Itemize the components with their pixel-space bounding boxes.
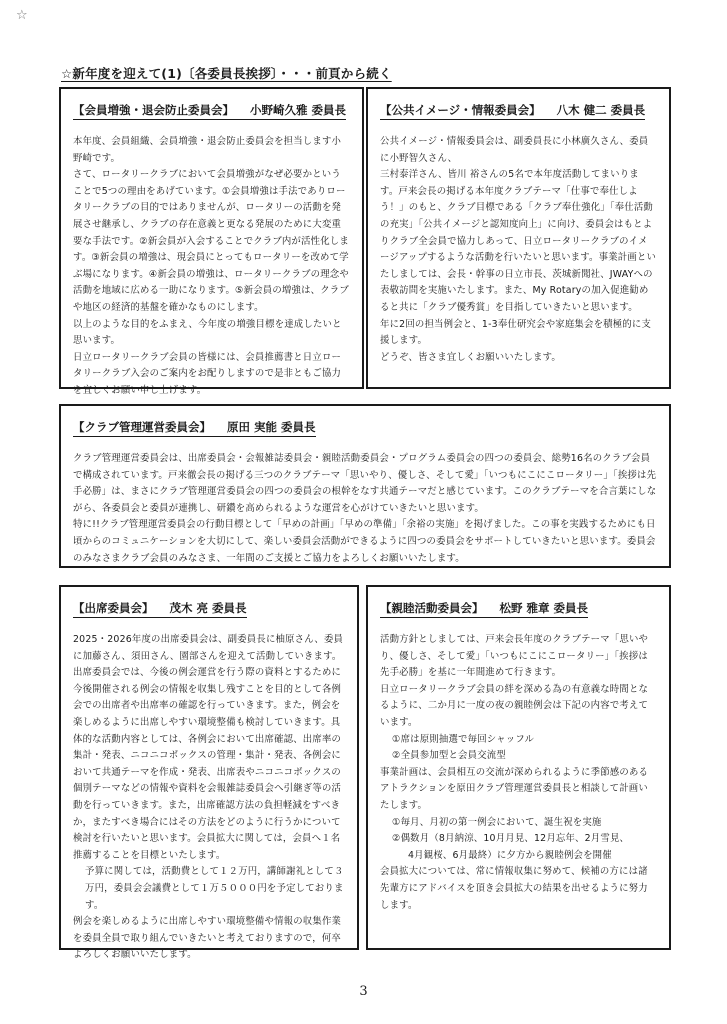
paragraph: 年に2回の担当例会と、1-3奉仕研究会や家庭集会を積極的に支援します。 — [380, 318, 652, 347]
paragraph: クラブ管理運営委員会は、出席委員会・会報雑誌委員会・親睦活動委員会・プログラム委員会の四つの委員会、総勢16名のクラブ会員で構成されています。戸来徹会長の掲げる三つのクラブテーマ「思いやり、優しさ、そして愛」「いつもにこにこロータリー」「挨拶は先手必勝」は、まさにクラブ管理運営委員会の四つの委員会の根幹をなす共通テーマだと感じています。このクラブテーマを合言葉にしながら、各委員会と委員が連携し、研鑽を高められるような運営を心がけていきたいと思います。 — [73, 453, 657, 514]
page-mark: ☆ — [16, 8, 28, 23]
paragraph: 活動方針としましては、戸来会長年度のクラブテーマ「思いやり、優しさ、そして愛」「いつもにこにこロータリー」「挨拶は先手必勝」を基に一年間進めて行きます。 — [380, 634, 649, 679]
list-item: ①毎月、月初の第一例会において、誕生祝を実施 — [392, 816, 602, 828]
public-image-committee-box — [366, 87, 671, 389]
membership-committee-body — [73, 134, 350, 400]
membership-committee-box — [59, 87, 364, 396]
list-item: ②全員参加型と会員交流型 — [392, 750, 506, 762]
club-admin-committee-title: 【クラブ管理運営委員会】 原田 実能 委員長 — [73, 419, 316, 437]
membership-committee-title: 【会員増強・退会防止委員会】 小野崎久雅 委員長 — [73, 102, 346, 120]
paragraph: 公共イメージ・情報委員会は、副委員長に小林廣久さん、委員に小野智久さん、 — [380, 136, 649, 164]
paragraph: 日立ロータリークラブ会員の絆を深める為の有意義な時間となるように、二か月に一度の夜の親睦例会は下記の内容で考えています。 — [380, 683, 649, 728]
public-image-committee-title: 【公共イメージ・情報委員会】 八木 健二 委員長 — [380, 102, 645, 120]
list-item: ②偶数月（8月納涼、10月月見、12月忘年、2月雪見、 — [392, 833, 630, 845]
paragraph: 2025・2026年度の出席委員会は、副委員長に柚原さん、委員に加藤さん、須田さん、園部さんを迎えて活動していきます。 — [73, 634, 344, 662]
paragraph: さて、ロータリークラブにおいて会員増強がなぜ必要かということで5つの理由をあげています。①会員増強は手法でありロータリークラブの目的ではありませんが、ロータリーの活動を発展させ継承し、クラブの存在意義と更なる発展のために大変重要な手法です。②新会員が入会することでクラブ内が活性化します。③新会員の増強は、現会員にとってもロータリーを改めて学ぶ場になります。④新会員の増強は、ロータリークラブの理念や活動を地域に広める一助になります。⑤新会員の増強は、クラブや地区の経済的基盤を確かなものにします。 — [73, 169, 349, 313]
paragraph: 例会を楽しめるように出席しやすい環境整備や情報の収集作業を委員全員で取り組んでいきたいと考えておりますので，何卒よろしくお願いいたします。 — [73, 916, 342, 961]
paragraph: 会員拡大については、常に情報収集に努めて、候補の方には諸先輩方にアドバイスを頂き会員拡大の結果を出せるように努力します。 — [380, 866, 648, 911]
fellowship-committee-title: 【親睦活動委員会】 松野 雅章 委員長 — [380, 600, 588, 618]
paragraph: 事業計画は、会員相互の交流が深められるように季節感のあるアトラクションを原田クラブ管理運営委員長と相談して計画いたします。 — [380, 766, 649, 811]
club-admin-committee-body — [73, 451, 657, 567]
paragraph: どうぞ、皆さま宜しくお願いいたします。 — [380, 351, 561, 363]
paragraph: 予算に関しては，活動費として１２万円，講師謝礼として３万円，委員会会議費として１万５０００円を予定しております。 — [85, 866, 344, 911]
paragraph: 以上のような目的をふまえ、今年度の増強目標を達成したいと思います。 — [73, 318, 342, 347]
attendance-committee-box — [59, 585, 359, 961]
fellowship-committee-body — [380, 632, 657, 914]
fellowship-committee-box — [366, 585, 671, 950]
list-item: 4月観桜、6月最終）に夕方から親睦例会を開催 — [408, 849, 612, 861]
paragraph: 日立ロータリークラブ会員の皆様には、会員推薦書と日立ロータリークラブ入会のご案内をお配りしますので是非ともご協力を宜しくお願い申し上げます。 — [73, 351, 342, 396]
club-admin-committee-box — [59, 404, 671, 568]
paragraph: 本年度、会員組織、会員増強・退会防止委員会を担当します小野崎です。 — [73, 136, 342, 164]
paragraph: 三村泰洋さん、皆川 裕さんの5名で本年度活動してまいります。戸来会長の掲げる本年度クラブテーマ「仕事で奉仕しよう！」のもと、クラブ目標である「クラブ奉仕強化」「奉仕活動の充実」「公共イメージと認知度向上」に向け、委員会はもとよりクラブ全会員で協力しあって、日立ロータリークラブのイメージアップするような活動を行いたいと思います。事業計画といたしましては、会長・幹事の日立市長、茨城新聞社、JWAYへの表敬訪問を実施いたします。また、My Rotaryの加入促進勧めると共に「クラブ優秀賞」を目指していきたいと思います。 — [380, 169, 657, 313]
list-item: ①席は原則抽選で毎回シャッフル — [392, 733, 535, 745]
page-number: 3 — [359, 984, 368, 999]
attendance-committee-title: 【出席委員会】 茂木 亮 委員長 — [73, 600, 247, 618]
paragraph: 出席委員会では、今後の例会運営を行う際の資料とするために今後開催される例会の情報を収集し残すことを目的として各例会での出席者や出席率の確認を行っていきます。また，例会を楽しめるように出席しやすい環境整備も検討していきます。具体的な活動内容としては、各例会において出席確認、出席率の集計・発表、ニコニコボックスの管理・集計・発表、各例会において共通テーマを作成・発表、出席表やニコニコボックスの個別テーマなどの情報や資料を会報雑誌委員会へ引継ぎ等の活動を行っていきます。また，出席確認方法の負担軽減をすべきか，またすべき場合にはその方法をどのように行うかについて検討を行いたいと思います。会員拡大に関しては，会員へ１名推薦することを目標といたします。 — [73, 667, 342, 861]
public-image-committee-body — [380, 134, 657, 366]
page-heading: ☆新年度を迎えて(1)〔各委員長挨拶〕・・・前頁から続く — [61, 66, 392, 81]
paragraph: 特に!!クラブ管理運営委員会の行動目標として「早めの計画」「早めの準備」「余裕の実施」を掲げました。この事を実践するためにも日頃からのコミュニケーションを大切にして、楽しい委員会活動ができるように四つの委員会をサポートしていきたいと思います。委員会のみなさまクラブ会員のみなさま、一年間のご支援とご協力をよろしくお願いいたします。 — [73, 519, 656, 564]
attendance-committee-body — [73, 632, 345, 964]
